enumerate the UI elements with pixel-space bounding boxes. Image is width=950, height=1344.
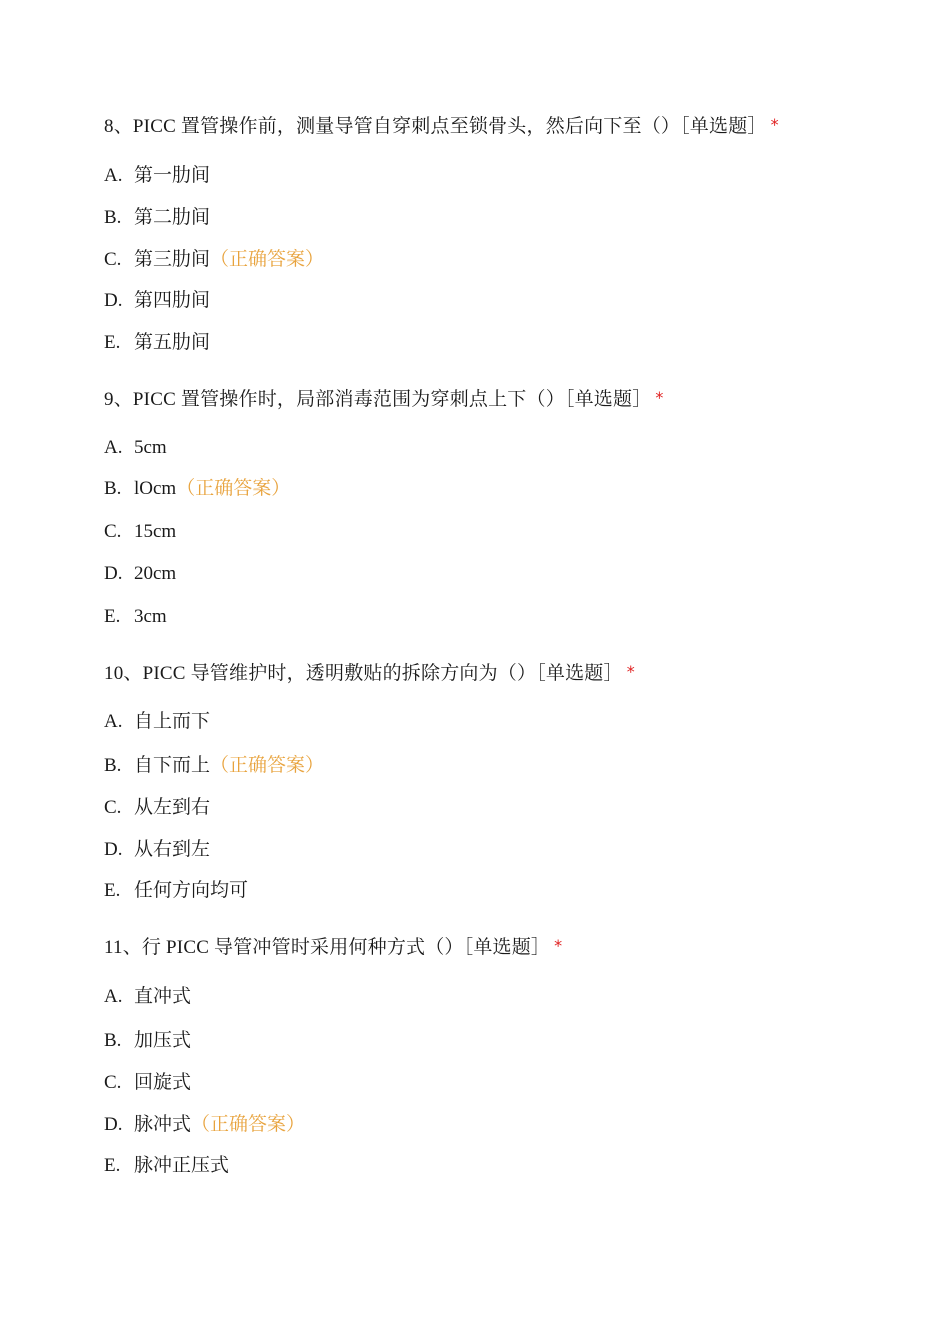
correct-answer-label: （正确答案） — [191, 1114, 306, 1135]
option-letter: B. — [104, 1030, 122, 1051]
required-mark: * — [655, 388, 664, 407]
question-title-text: 10、PICC 导管维护时，透明敷贴的拆除方向为（）［单选题］ — [104, 663, 623, 684]
option-letter: B. — [104, 755, 122, 776]
option-letter: B. — [104, 207, 122, 228]
required-mark: * — [626, 662, 635, 681]
option-text: 从左到右 — [134, 797, 211, 818]
question-8-title — [104, 115, 779, 139]
option-text: lOcm — [134, 478, 177, 499]
option-letter: A. — [104, 437, 123, 458]
option-11d[interactable] — [104, 1113, 305, 1137]
option-11e[interactable] — [104, 1154, 229, 1178]
option-11c[interactable] — [104, 1071, 191, 1095]
option-letter: D. — [104, 1114, 123, 1135]
option-letter: D. — [104, 839, 123, 860]
option-letter: C. — [104, 521, 122, 542]
option-text: 从右到左 — [134, 839, 211, 860]
option-text: 20cm — [134, 563, 177, 584]
option-10e[interactable] — [104, 879, 248, 903]
option-text: 自上而下 — [134, 711, 211, 732]
option-text: 任何方向均可 — [134, 880, 249, 901]
option-text: 自下而上 — [134, 755, 211, 776]
option-text: 脉冲正压式 — [134, 1155, 230, 1176]
required-mark: * — [554, 936, 563, 955]
option-9d[interactable] — [104, 562, 176, 586]
option-letter: D. — [104, 563, 123, 584]
option-letter: E. — [104, 332, 121, 353]
option-8c[interactable] — [104, 248, 324, 272]
option-8d[interactable] — [104, 289, 210, 313]
option-text: 回旋式 — [134, 1072, 192, 1093]
option-letter: C. — [104, 1072, 122, 1093]
option-letter: A. — [104, 165, 123, 186]
option-text: 第四肋间 — [134, 290, 211, 311]
question-10-title — [104, 662, 635, 686]
option-text: 第二肋间 — [134, 207, 211, 228]
option-9c[interactable] — [104, 520, 176, 544]
option-10a[interactable] — [104, 710, 210, 734]
correct-answer-label: （正确答案） — [176, 478, 291, 499]
option-letter: C. — [104, 249, 122, 270]
question-title-text: 11、行 PICC 导管冲管时采用何种方式（）［单选题］ — [104, 937, 551, 958]
option-text: 15cm — [134, 521, 177, 542]
option-8b[interactable] — [104, 206, 210, 230]
option-9b[interactable] — [104, 477, 290, 501]
question-title-text: 9、PICC 置管操作时，局部消毒范围为穿刺点上下（）［单选题］ — [104, 389, 652, 410]
option-11a[interactable] — [104, 985, 191, 1009]
option-text: 直冲式 — [134, 986, 192, 1007]
option-text: 脉冲式 — [134, 1114, 192, 1135]
option-9a[interactable] — [104, 436, 167, 460]
option-10d[interactable] — [104, 838, 210, 862]
option-text: 加压式 — [134, 1030, 192, 1051]
correct-answer-label: （正确答案） — [210, 755, 325, 776]
option-8e[interactable] — [104, 331, 210, 355]
option-text: 第五肋间 — [134, 332, 211, 353]
option-letter: A. — [104, 986, 123, 1007]
option-letter: A. — [104, 711, 123, 732]
option-text: 第三肋间 — [134, 249, 211, 270]
option-text: 第一肋间 — [134, 165, 211, 186]
option-8a[interactable] — [104, 164, 210, 188]
option-letter: E. — [104, 1155, 121, 1176]
option-letter: E. — [104, 606, 121, 627]
option-letter: E. — [104, 880, 121, 901]
option-letter: B. — [104, 478, 122, 499]
correct-answer-label: （正确答案） — [210, 249, 325, 270]
required-mark: * — [770, 115, 779, 134]
option-text: 3cm — [134, 606, 167, 627]
option-text: 5cm — [134, 437, 167, 458]
question-9-title — [104, 388, 664, 412]
option-9e[interactable] — [104, 605, 167, 629]
question-title-text: 8、PICC 置管操作前，测量导管自穿刺点至锁骨头，然后向下至（）［单选题］ — [104, 116, 767, 137]
question-11-title — [104, 936, 562, 960]
option-letter: D. — [104, 290, 123, 311]
option-11b[interactable] — [104, 1029, 191, 1053]
option-letter: C. — [104, 797, 122, 818]
option-10b[interactable] — [104, 754, 324, 778]
option-10c[interactable] — [104, 796, 210, 820]
